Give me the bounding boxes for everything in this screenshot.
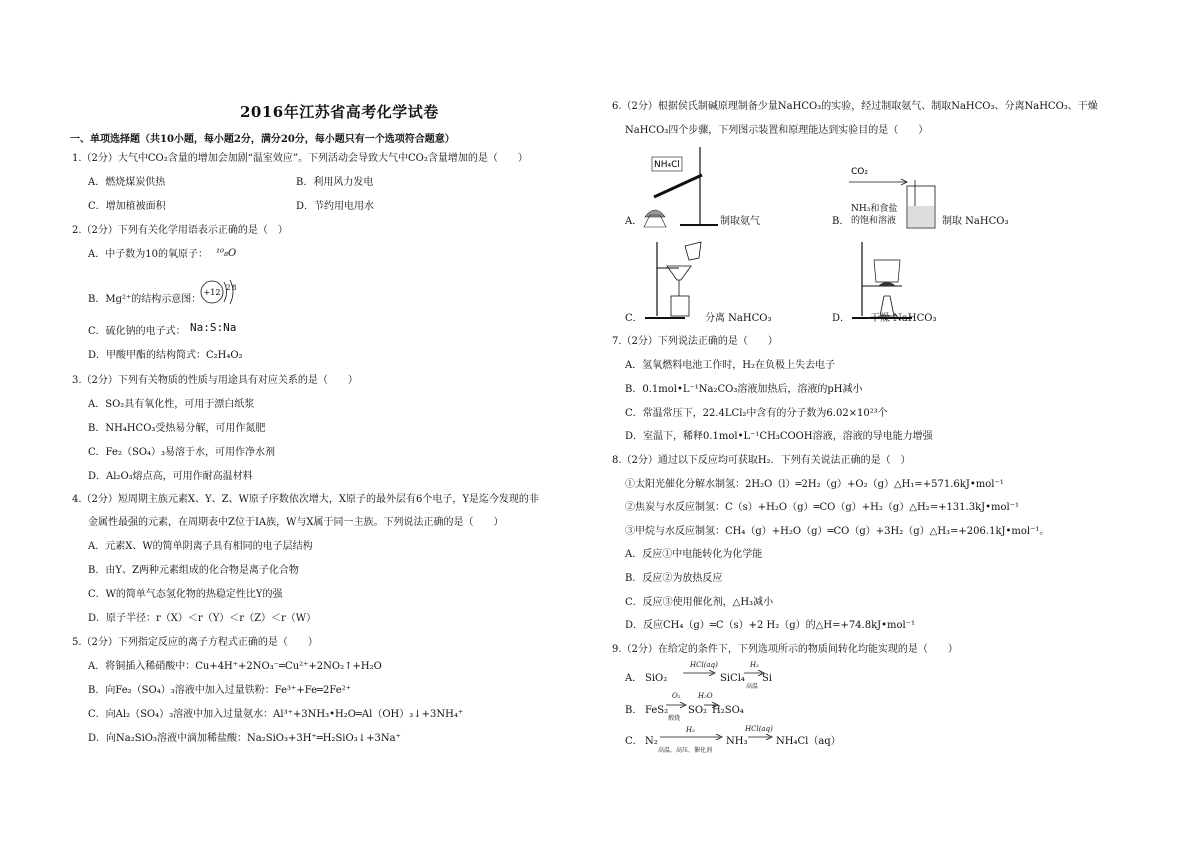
q6-option-d-caption: 干燥 NaHCO₃ [870, 313, 937, 324]
q9-option-b-label: B． [625, 705, 643, 716]
q9-b-condition-1b: 煅烧 [668, 715, 681, 722]
q9-b-arrow-1 [666, 702, 688, 708]
q6-option-c-label: C． [625, 313, 643, 324]
q9-c-species-3: NH₄Cl（aq） [776, 736, 841, 747]
question-3-option-b: B．NH₄HCO₃受热易分解，可用作氮肥 [88, 423, 266, 434]
apparatus-c-filtration-setup [645, 238, 715, 323]
apparatus-b-reagent-line-1: NH₃和食盐 [851, 204, 898, 214]
question-4-stem-line-2: 金属性最强的元素，在周期表中Z位于IA族，W与X属于同一主族。下列说法正确的是（ ） [88, 517, 504, 528]
q9-b-species-3: H₂SO₄ [712, 705, 744, 716]
q9-c-arrow-1 [660, 734, 724, 740]
q9-b-condition-2: H₂O [698, 692, 713, 700]
q9-c-species-1: N₂ [645, 736, 658, 747]
q9-a-arrow-1 [683, 670, 717, 676]
q9-b-condition-1: O₂ [672, 692, 681, 700]
apparatus-b-gas: CO₂ [851, 167, 868, 177]
q6-option-a-label: A． [625, 216, 643, 227]
question-3-option-d: D．Al₂O₃熔点高，可用作耐高温材料 [88, 471, 253, 482]
q9-a-condition-1: HCl(aq) [690, 661, 718, 669]
question-5-option-c: C．向Al₂（SO₄）₃溶液中加入过量氨水：Al³⁺+3NH₃•H₂O═Al（OH）₃↓+3NH₄⁺ [88, 709, 464, 720]
q9-c-condition-1: H₂ [686, 726, 695, 734]
question-3-option-a: A．SO₂具有氧化性，可用于漂白纸浆 [88, 399, 255, 410]
question-1-stem: 1.（2分）大气中CO₂含量的增加会加剧“温室效应”。下列活动会导致大气中CO₂含量增加的是（ ） [72, 153, 528, 164]
q9-c-species-2: NH₃ [726, 736, 748, 747]
question-4-option-b: B．由Y、Z两种元素组成的化合物是离子化合物 [88, 565, 299, 576]
q6-option-a-caption: 制取氨气 [720, 216, 760, 227]
q9-c-arrow-2 [748, 734, 774, 740]
question-3-stem: 3.（2分）下列有关物质的性质与用途具有对应关系的是（ ） [72, 375, 358, 386]
question-8-reaction-2: ②焦炭与水反应制氢：C（s）+H₂O（g）═CO（g）+H₂（g）△H₂=+131.3kJ•mol⁻¹ [625, 502, 1020, 513]
question-2-option-a: A．中子数为10的氧原子： [88, 249, 208, 260]
q9-option-a-label: A． [625, 673, 643, 684]
apparatus-d-heating-setup [850, 238, 922, 323]
sodium-sulfide-electron-formula: Na:S:Na [190, 321, 237, 334]
question-2-option-b: B．Mg²⁺的结构示意图： [88, 294, 202, 305]
q9-a-species-1: SiO₂ [645, 673, 668, 684]
question-4-stem-line-1: 4.（2分）短周期主族元素X、Y、Z、W原子序数依次增大，X原子的最外层有6个电子，Y是迄今发现的非 [72, 494, 539, 505]
section-heading-1: 一、单项选择题（共10小题，每小题2分，满分20分，每小题只有一个选项符合题意） [70, 134, 455, 145]
question-5-option-b: B．向Fe₂（SO₄）₃溶液中加入过量铁粉：Fe³⁺+Fe═2Fe²⁺ [88, 685, 351, 696]
page-title: 2016年江苏省高考化学试卷 [240, 103, 439, 121]
question-1-option-c: C．增加植被面积 [88, 201, 166, 212]
shell-2-count: 8 [232, 284, 237, 292]
question-2-option-c: C．硫化钠的电子式： [88, 326, 186, 337]
q9-a-condition-2b: 高温 [746, 683, 759, 690]
question-9-stem: 9.（2分）在给定的条件下，下列选项所示的物质间转化均能实现的是（ ） [612, 644, 958, 655]
question-5-option-d: D．向Na₂SiO₃溶液中滴加稀盐酸：Na₂SiO₃+3H⁺═H₂SiO₃↓+3Na⁺ [88, 733, 401, 744]
question-4-option-c: C．W的简单气态氢化物的热稳定性比Y的强 [88, 589, 283, 600]
question-8-option-b: B．反应②为放热反应 [625, 573, 723, 584]
q9-b-species-1: FeS₂ [645, 705, 669, 716]
mg-ion-structure-diagram [196, 276, 246, 312]
q6-option-b-caption: 制取 NaHCO₃ [942, 216, 1009, 227]
question-1-option-d: D．节约用电用水 [296, 201, 375, 212]
nucleus-charge: +12 [203, 288, 221, 297]
question-4-option-d: D．原子半径：r（X）＜r（Y）＜r（Z）＜r（W） [88, 613, 317, 624]
question-5-option-a: A．将铜插入稀硝酸中：Cu+4H⁺+2NO₃⁻═Cu²⁺+2NO₂↑+H₂O [88, 661, 382, 672]
apparatus-a-reagent: NH₄Cl [654, 160, 680, 170]
question-6-stem-line-2: NaHCO₃四个步骤，下列图示装置和原理能达到实验目的是（ ） [625, 125, 929, 136]
q6-option-b-label: B． [832, 216, 850, 227]
question-7-stem: 7.（2分）下列说法正确的是（ ） [612, 336, 778, 347]
question-2-option-d: D．甲酸甲酯的结构简式：C₂H₄O₂ [88, 350, 243, 361]
shell-1-count: 2 [226, 284, 231, 292]
question-7-option-d: D．室温下，稀释0.1mol•L⁻¹CH₃COOH溶液，溶液的导电能力增强 [625, 431, 933, 442]
question-8-option-a: A．反应①中电能转化为化学能 [625, 549, 763, 560]
apparatus-b-reagent-line-2: 的饱和溶液 [851, 216, 897, 226]
q9-a-condition-2: H₂ [750, 661, 759, 669]
q9-a-species-2: SiCl₄ [720, 673, 745, 684]
question-1-option-b: B．利用风力发电 [296, 177, 374, 188]
question-8-reaction-1: ①太阳光催化分解水制氢：2H₂O（l）═2H₂（g）+O₂（g）△H₁=+571.6kJ•mol⁻¹ [625, 479, 1004, 490]
question-8-reaction-3: ③甲烷与水反应制氢：CH₄（g）+H₂O（g）═CO（g）+3H₂（g）△H₃=+206.1kJ•mol⁻¹。 [625, 526, 1050, 537]
q6-option-c-caption: 分离 NaHCO₃ [705, 313, 772, 324]
question-7-option-a: A．氢氧燃料电池工作时，H₂在负极上失去电子 [625, 360, 835, 371]
question-7-option-b: B．0.1mol•L⁻¹Na₂CO₃溶液加热后，溶液的pH减小 [625, 384, 863, 395]
question-8-option-c: C．反应③使用催化剂，△H₃减小 [625, 597, 774, 608]
question-2-stem: 2.（2分）下列有关化学用语表示正确的是（ ） [72, 225, 288, 236]
q9-c-condition-1b: 高温、高压、催化剂 [658, 747, 713, 754]
question-5-stem: 5.（2分）下列指定反应的离子方程式正确的是（ ） [72, 637, 318, 648]
question-6-stem-line-1: 6.（2分）根据侯氏制碱原理制备少量NaHCO₃的实验，经过制取氨气、制取NaHCO₃、分离NaHCO₃、干燥 [612, 101, 1098, 112]
question-8-stem: 8.（2分）通过以下反应均可获取H₂．下列有关说法正确的是（ ） [612, 455, 911, 466]
oxygen-isotope-symbol: ¹⁰₈O [216, 248, 237, 259]
question-3-option-c: C．Fe₂（SO₄）₃易溶于水，可用作净水剂 [88, 447, 276, 458]
q9-option-c-label: C． [625, 736, 643, 747]
q9-c-condition-2: HCl(aq) [745, 725, 773, 733]
q6-option-d-label: D． [832, 313, 851, 324]
question-4-option-a: A．元素X、W的简单阴离子具有相同的电子层结构 [88, 541, 313, 552]
q9-b-species-2: SO₂ [688, 705, 708, 716]
question-7-option-c: C．常温常压下，22.4LCl₂中含有的分子数为6.02×10²³个 [625, 408, 888, 419]
question-1-option-a: A．燃烧煤炭供热 [88, 177, 166, 188]
question-8-option-d: D．反应CH₄（g）═C（s）+2 H₂（g）的△H=+74.8kJ•mol⁻¹ [625, 620, 916, 631]
apparatus-a-ammonia-setup [640, 145, 720, 235]
q9-a-species-3: Si [762, 673, 773, 684]
